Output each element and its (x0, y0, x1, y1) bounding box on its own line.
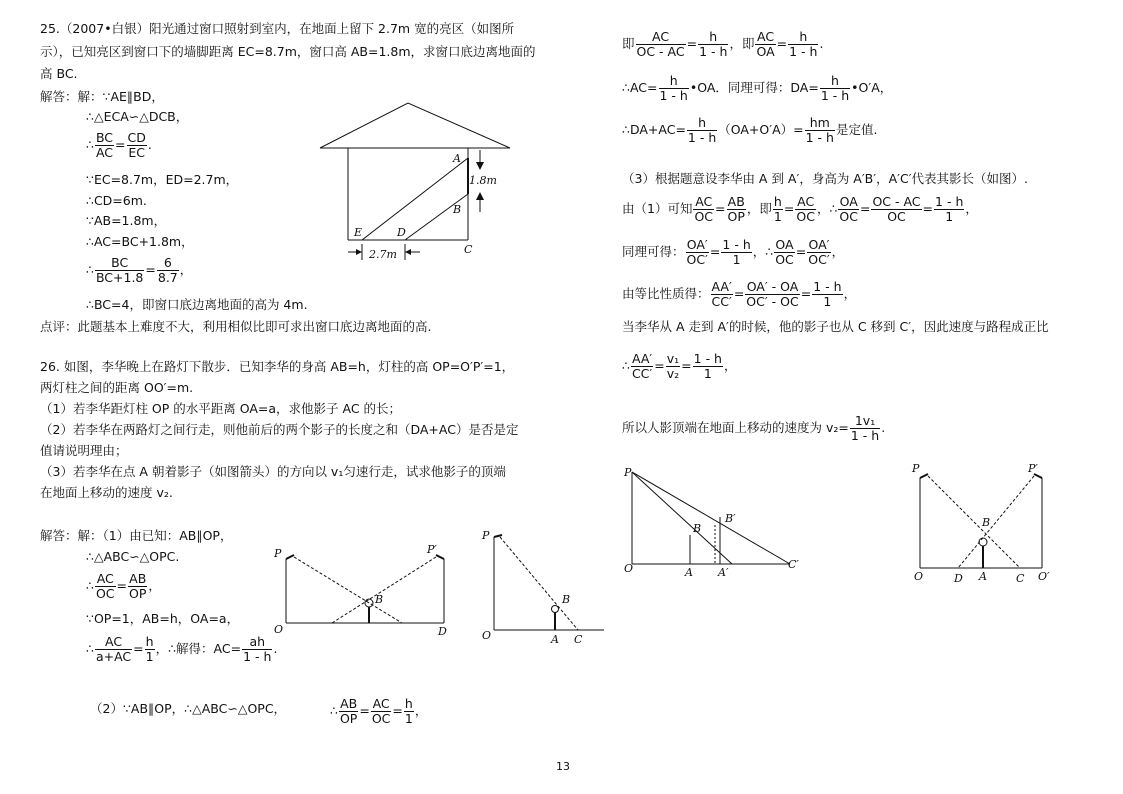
right-row-5: 同理可得： $\frac{OA'}{OC'}$ = $\frac{1 - h}{1}$ ，∴ $\frac{OA}{OC}$ = $\frac{OA'}{OC'}$ ， (622, 237, 845, 267)
q26-two-lamps-diagram (272, 545, 452, 640)
fraction: $\frac{h}{1}$ (404, 696, 413, 726)
right-row-7: 当李华从 A 走到 A′的时候，他的影子也从 C 移到 C′，因此速度与路程成正比 (622, 319, 1049, 334)
fraction: $\frac{OA}{OC}$ (839, 194, 858, 224)
fraction: $\frac{1 - h}{1}$ (813, 279, 842, 309)
label-B: B (562, 593, 571, 606)
fraction: $\frac{AC}{OA}$ (756, 29, 775, 59)
right-row-2: ∴AC= $\frac{h}{1 - h}$ •OA．同理可得：DA= $\frac{h}{1 - h}$ •O′A， (622, 73, 893, 103)
label-A: A (979, 570, 987, 583)
label-D: D (397, 226, 406, 239)
label-O: O (482, 629, 492, 642)
q26-step-4: ∴ $\frac{AC}{a+AC}$ = $\frac{h}{1}$ ，∴解得：AC= $\frac{ah}{1 - h}$ . (86, 634, 278, 664)
fraction: $\frac{AB}{OP}$ (727, 194, 745, 224)
fraction: $\frac{h}{1 - h}$ (687, 115, 717, 145)
fraction: $\frac{6}{8.7}$ (157, 255, 178, 285)
label-A: A (551, 633, 559, 646)
q26-moving-diagram (620, 462, 810, 582)
fraction: $\frac{AB}{OP}$ (129, 571, 147, 601)
q26-line-5: 值请说明理由； (40, 443, 128, 458)
fraction: $\frac{1 - h}{1}$ (935, 194, 964, 224)
q25-step-2: ∴ $\frac{BC}{AC}$ = $\frac{CD}{EC}$ . (86, 130, 152, 160)
label-P-prime: P′ (427, 543, 437, 556)
fraction: $\frac{AC}{OC}$ (95, 571, 115, 601)
label-P: P (482, 529, 490, 542)
fraction: $\frac{h}{1 - h}$ (820, 73, 850, 103)
fraction: $\frac{hm}{1 - h}$ (805, 115, 834, 145)
fraction: $\frac{\text{1v₁}}{1 - h}$ (850, 413, 880, 443)
label-O: O (274, 623, 284, 636)
fraction: $\frac{1 - h}{1}$ (722, 237, 751, 267)
fraction: $\frac{OA' - OA}{OC' - OC}$ (746, 279, 799, 309)
fraction: $\frac{BC}{BC+1.8}$ (95, 255, 144, 285)
q25-step-4: ∴CD=6m. (86, 193, 147, 208)
fraction: $\frac{AA'}{CC'}$ (711, 279, 732, 309)
right-row-9: 所以人影顶端在地面上移动的速度为 v₂= $\frac{\text{1v₁}}{1 - h}$ . (622, 413, 886, 443)
fraction: $\frac{OA'}{OC'}$ (686, 237, 708, 267)
q25-step-1: ∴△ECA∽△DCB， (86, 109, 189, 124)
right-row-6: 由等比性质得： $\frac{AA'}{CC'}$ = $\frac{OA' - OA}{OC' - OC}$ = $\frac{1 - h}{1}$ ， (622, 279, 857, 309)
label-B: B (453, 203, 462, 216)
q26-line-4: （2）若李华在两路灯之间行走，则他前后的两个影子的长度之和（DA+AC）是否是定 (40, 422, 519, 437)
fraction: $\frac{OA}{OC}$ (775, 237, 794, 267)
label-width: 2.7m (369, 248, 397, 261)
q25-line-1: 25.（2007•白银）阳光通过窗口照射到室内，在地面上留下 2.7m 宽的亮区（如图所 (40, 21, 515, 36)
q26-answer-label: 解答：解：（1）由已知：AB∥OP， (40, 528, 233, 543)
label-O: O (914, 570, 924, 583)
fraction: $\frac{h}{1}$ (773, 194, 782, 224)
fraction: $\frac{1 - h}{1}$ (693, 351, 722, 381)
page-number: 13 (556, 760, 570, 773)
fraction: $\frac{h}{1 - h}$ (659, 73, 688, 103)
q26-step-1: ∴△ABC∽△OPC. (86, 549, 180, 564)
q26-line-1: 26. 如图，李华晚上在路灯下散步．已知李华的身高 AB=h，灯柱的高 OP=O′P′=1， (40, 359, 515, 374)
q25-window-diagram (300, 100, 520, 265)
label-O-prime: O′ (1038, 570, 1050, 583)
fraction: $\frac{\text{v₁}}{\text{v₂}}$ (666, 351, 680, 381)
label-C: C (574, 633, 583, 646)
fraction: $\frac{AC}{OC}$ (371, 696, 391, 726)
q26-line-7: 在地面上移动的速度 v₂. (40, 485, 173, 500)
label-B: B (693, 522, 702, 535)
label-P-prime: P′ (1028, 462, 1038, 475)
label-C: C (464, 243, 473, 256)
label-P: P (912, 462, 920, 475)
label-B: B (375, 593, 384, 606)
right-part3: （3）根据题意设李华由 A 到 A′，身高为 A′B′，A′C′代表其影长（如图）. (622, 171, 1029, 186)
label-C-prime: C′ (788, 558, 799, 571)
right-row-4: 由（1）可知 $\frac{AC}{OC}$ = $\frac{AB}{OP}$ ，即 $\frac{h}{1}$ = $\frac{AC}{OC}$ ，∴ $\frac{OA}{OC}$ = $\frac{OC - AC}{OC}$ = $\frac{1 - h}{1}$ ， (622, 194, 978, 224)
right-row-1: 即 $\frac{AC}{OC - AC}$ = $\frac{h}{1 - h}$ ，即 $\frac{AC}{OA}$ = $\frac{h}{1 - h}$ . (622, 29, 824, 59)
label-C: C (1016, 572, 1025, 585)
label-height: 1.8m (469, 174, 497, 187)
fraction: $\frac{h}{1 - h}$ (789, 29, 818, 59)
fraction: $\frac{AC}{OC}$ (694, 194, 714, 224)
q26-line-2: 两灯柱之间的距离 OO′=m. (40, 380, 194, 395)
q25-answer-label: 解答：解：∵AE∥BD， (40, 89, 164, 104)
q25-step-8: ∴BC=4，即窗口底边离地面的高为 4m. (86, 297, 308, 312)
label-A: A (453, 152, 461, 165)
q26-step-2: ∴ $\frac{AC}{OC}$ = $\frac{AB}{OP}$ ， (86, 571, 161, 601)
label-B: B (982, 516, 991, 529)
fraction: $\frac{AC}{OC}$ (796, 194, 815, 224)
q25-step-6: ∴AC=BC+1.8m， (86, 234, 194, 249)
q25-step-7: ∴ $\frac{BC}{BC+1.8}$ = $\frac{6}{8.7}$ ， (86, 255, 193, 285)
label-A-prime: A′ (718, 566, 729, 579)
q26-line-3: （1）若李华距灯柱 OP 的水平距离 OA=a，求他影子 AC 的长； (40, 401, 402, 416)
label-P: P (274, 547, 282, 560)
label-A: A (685, 566, 693, 579)
label-D: D (954, 572, 963, 585)
q25-line-3: 高 BC. (40, 66, 78, 81)
fraction: $\frac{AB}{OP}$ (339, 696, 358, 726)
q25-step-5: ∵AB=1.8m， (86, 213, 167, 228)
q26-line-6: （3）若李华在点 A 朝着影子（如图箭头）的方向以 v₁匀速行走，试求他影子的顶端 (40, 464, 506, 479)
fraction: $\frac{OA'}{OC'}$ (808, 237, 830, 267)
q25-step-3: ∵EC=8.7m，ED=2.7m， (86, 172, 239, 187)
fraction: $\frac{OC - AC}{OC}$ (872, 194, 921, 224)
label-D: D (438, 625, 447, 638)
fraction: $\frac{h}{1 - h}$ (699, 29, 728, 59)
fraction: $\frac{AC}{a+AC}$ (95, 634, 132, 664)
q26-two-shadows-diagram (910, 460, 1060, 590)
q26-part2-intro: （2）∵AB∥OP，∴△ABC∽△OPC， (90, 701, 287, 716)
label-O: O (624, 562, 634, 575)
label-E: E (354, 226, 363, 239)
fraction: $\frac{AA'}{CC'}$ (631, 351, 653, 381)
q25-comment: 点评：此题基本上难度不大，利用相似比即可求出窗口底边离地面的高. (40, 319, 432, 334)
q26-single-lamp-diagram (478, 525, 608, 647)
q26-part2-ratio: ∴ $\frac{AB}{OP}$ = $\frac{AC}{OC}$ = $\frac{h}{1}$ ， (330, 696, 428, 726)
right-row-3: ∴DA+AC= $\frac{h}{1 - h}$ （OA+O′A）= $\frac{hm}{1 - h}$ 是定值. (622, 115, 878, 145)
label-B-prime: B′ (725, 512, 736, 525)
fraction: $\frac{CD}{EC}$ (127, 130, 146, 160)
right-row-8: ∴ $\frac{AA'}{CC'}$ = $\frac{\text{v₁}}{\text{v₂}}$ = $\frac{1 - h}{1}$ ， (622, 351, 737, 381)
fraction: $\frac{BC}{AC}$ (95, 130, 114, 160)
fraction: $\frac{AC}{OC - AC}$ (636, 29, 685, 59)
fraction: $\frac{ah}{1 - h}$ (243, 634, 272, 664)
fraction: $\frac{h}{1}$ (145, 634, 154, 664)
q25-line-2: 示），已知亮区到窗口下的墙脚距离 EC=8.7m，窗口高 AB=1.8m，求窗口底边离地面的 (40, 44, 536, 59)
q26-step-3: ∵OP=1，AB=h，OA=a， (86, 611, 240, 626)
label-P: P (624, 466, 632, 479)
